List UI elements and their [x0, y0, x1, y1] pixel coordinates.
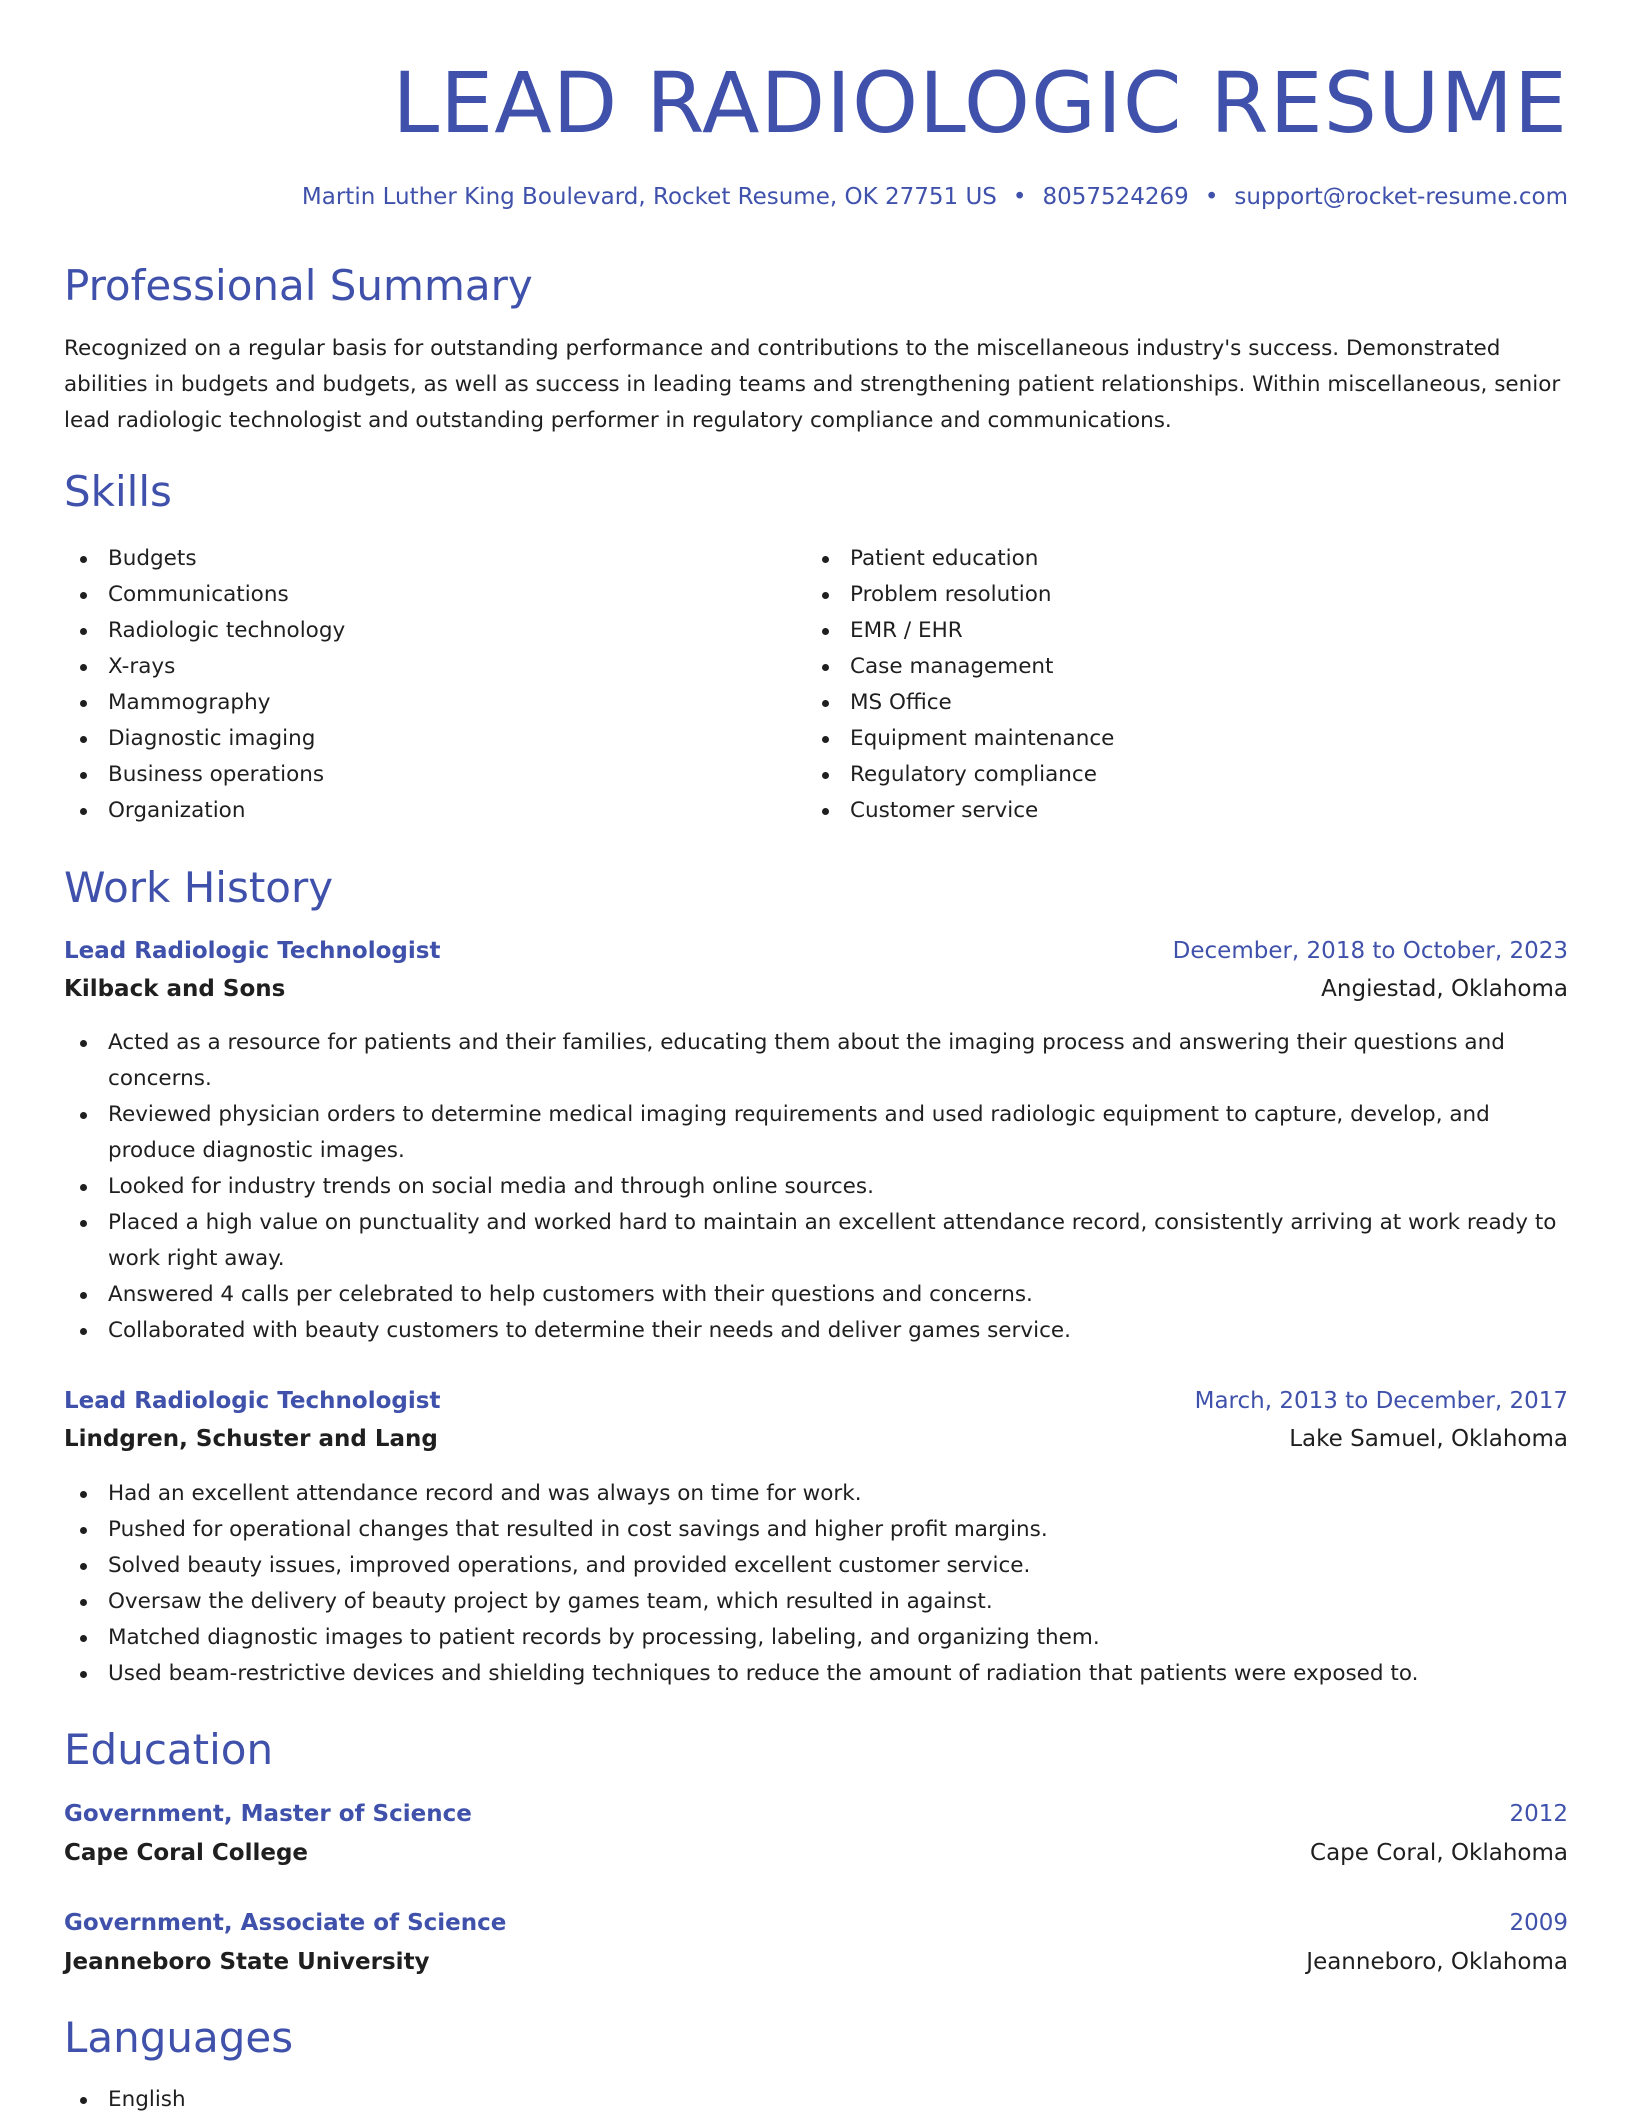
skill-item: Mammography	[64, 685, 764, 721]
skill-item: X-rays	[64, 649, 764, 685]
job-company: Kilback and Sons	[64, 976, 286, 1002]
job-dates: December, 2018 to October, 2023	[1172, 938, 1568, 964]
job-duty-item: Matched diagnostic images to patient records by processing, labeling, and organizing them.	[64, 1620, 1568, 1656]
education-degree: Government, Associate of Science	[64, 1910, 507, 1936]
skill-item: MS Office	[806, 685, 1506, 721]
job-duty-item: Oversaw the delivery of beauty project by games team, which resulted in against.	[64, 1584, 1568, 1620]
job-company-row	[64, 1420, 1568, 1458]
skill-item: Case management	[806, 649, 1506, 685]
job-location: Lake Samuel, Oklahoma	[1289, 1426, 1568, 1452]
skill-item: Problem resolution	[806, 577, 1506, 613]
summary-heading: Professional Summary	[64, 261, 533, 310]
languages-list	[64, 2082, 764, 2112]
skill-item: Budgets	[64, 541, 764, 577]
skill-item: Patient education	[806, 541, 1506, 577]
skill-item: Organization	[64, 793, 764, 829]
summary-text: Recognized on a regular basis for outstanding performance and contributions to the miscellaneous industry's success. Demonstrated abilities in budgets and budgets, as well as success in leading teams and strengthening patient relationships. Within miscellaneous, senior lead radiologic technologist and outstanding performer in regulatory compliance and communications.	[64, 336, 1561, 433]
job-company-row	[64, 970, 1568, 1008]
job-duty-item: Pushed for operational changes that resulted in cost savings and higher profit margins.	[64, 1512, 1568, 1548]
job-duties-list	[64, 1025, 1568, 1349]
job-location: Angiestad, Oklahoma	[1321, 976, 1568, 1002]
skill-item: Radiologic technology	[64, 613, 764, 649]
job-title-row	[64, 932, 1568, 970]
contact-separator: •	[1204, 184, 1219, 210]
education-school-row	[64, 1943, 1568, 1981]
skill-item: Regulatory compliance	[806, 757, 1506, 793]
education-year: 2009	[1509, 1910, 1568, 1936]
skill-item: Customer service	[806, 793, 1506, 829]
job-duty-item: Looked for industry trends on social media and through online sources.	[64, 1169, 1568, 1205]
skill-item: Business operations	[64, 757, 764, 793]
skill-item: Communications	[64, 577, 764, 613]
languages-heading: Languages	[64, 2013, 294, 2062]
education-school: Jeanneboro State University	[64, 1949, 430, 1975]
language-item: English	[64, 2082, 764, 2112]
job-title: Lead Radiologic Technologist	[64, 1388, 441, 1414]
job-duty-item: Solved beauty issues, improved operations, and provided excellent customer service.	[64, 1548, 1568, 1584]
skill-item: Diagnostic imaging	[64, 721, 764, 757]
job-duty-item: Placed a high value on punctuality and worked hard to maintain an excellent attendance record, consistently arriving at work ready to work right away.	[64, 1205, 1568, 1277]
contact-line	[302, 178, 1568, 216]
job-title: Lead Radiologic Technologist	[64, 938, 441, 964]
job-duty-item: Acted as a resource for patients and their families, educating them about the imaging process and answering their questions and concerns.	[64, 1025, 1568, 1097]
skill-item: Equipment maintenance	[806, 721, 1506, 757]
skills-list-left	[64, 541, 764, 829]
education-heading: Education	[64, 1725, 274, 1774]
contact-phone: 8057524269	[1042, 184, 1189, 210]
education-location: Cape Coral, Oklahoma	[1310, 1840, 1568, 1866]
contact-address: Martin Luther King Boulevard, Rocket Resume, OK 27751 US	[301, 184, 997, 210]
job-duties-list	[64, 1476, 1568, 1692]
education-degree-row	[64, 1904, 1568, 1942]
job-dates: March, 2013 to December, 2017	[1194, 1388, 1568, 1414]
skills-heading: Skills	[64, 467, 172, 516]
job-duty-item: Collaborated with beauty customers to determine their needs and deliver games service.	[64, 1313, 1568, 1349]
job-title-row	[64, 1382, 1568, 1420]
education-school: Cape Coral College	[64, 1840, 309, 1866]
contact-separator: •	[1012, 184, 1027, 210]
education-degree: Government, Master of Science	[64, 1801, 472, 1827]
education-year: 2012	[1509, 1801, 1568, 1827]
job-duty-item: Used beam-restrictive devices and shielding techniques to reduce the amount of radiation that patients were exposed to.	[64, 1656, 1568, 1692]
resume-name: LEAD RADIOLOGIC RESUME	[392, 54, 1568, 152]
job-duty-item: Answered 4 calls per celebrated to help customers with their questions and concerns.	[64, 1277, 1568, 1313]
work-history-heading: Work History	[64, 863, 334, 912]
education-degree-row	[64, 1795, 1568, 1833]
education-school-row	[64, 1834, 1568, 1872]
education-location: Jeanneboro, Oklahoma	[1306, 1949, 1568, 1975]
job-company: Lindgren, Schuster and Lang	[64, 1426, 438, 1452]
job-duty-item: Had an excellent attendance record and was always on time for work.	[64, 1476, 1568, 1512]
contact-email: support@rocket-resume.com	[1234, 184, 1568, 210]
job-duty-item: Reviewed physician orders to determine medical imaging requirements and used radiologic equipment to capture, develop, and produce diagnostic images.	[64, 1097, 1568, 1169]
skills-list-right	[806, 541, 1506, 829]
skill-item: EMR / EHR	[806, 613, 1506, 649]
